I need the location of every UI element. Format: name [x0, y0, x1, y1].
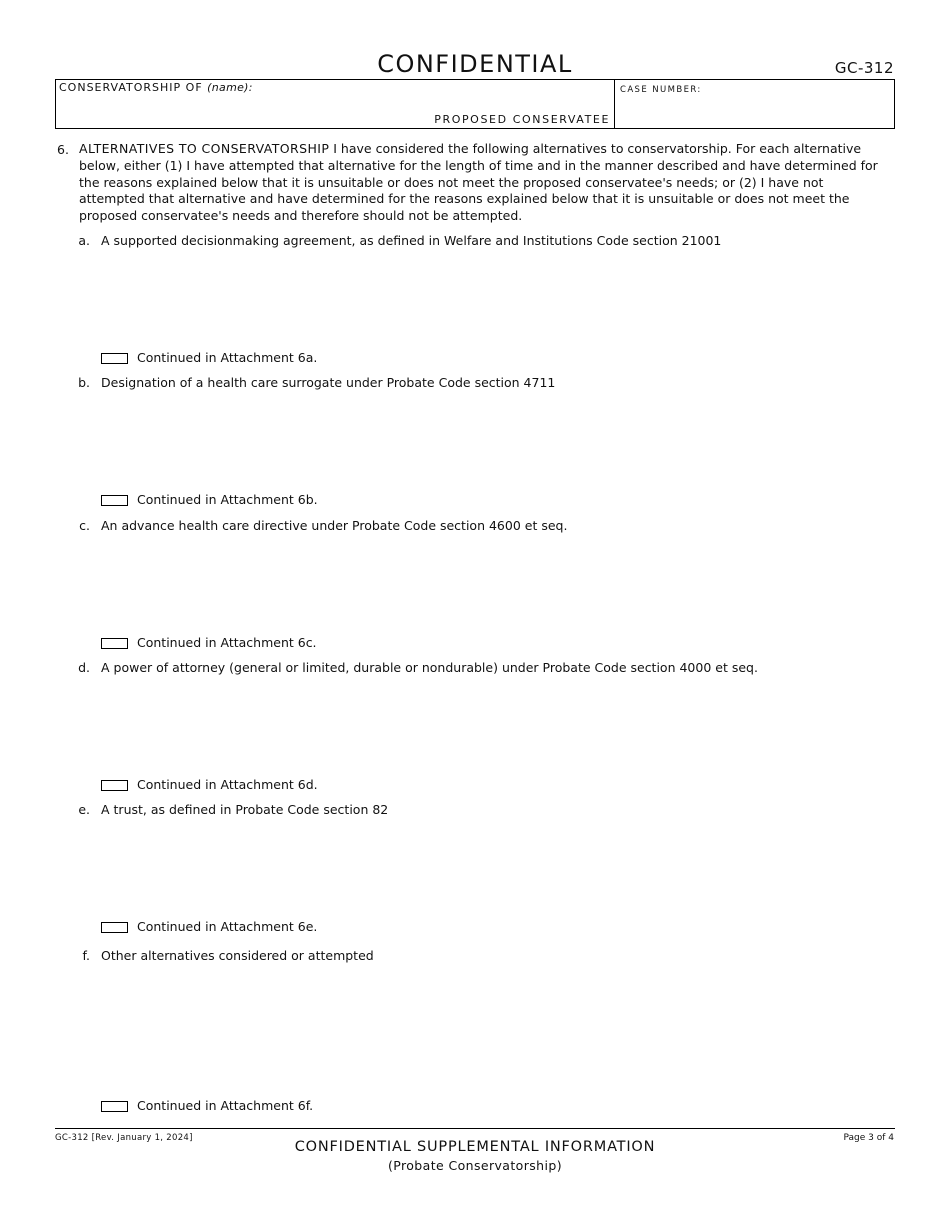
conservatorship-of-label	[59, 81, 253, 94]
subitem-letter: f.	[82, 948, 90, 963]
subitem-letter: e.	[78, 802, 90, 817]
checkbox-label: Continued in Attachment 6c.	[137, 635, 317, 650]
checkbox-attachment-6a[interactable]	[101, 353, 128, 364]
subitem-text: Designation of a health care surrogate under Probate Code section 4711	[101, 375, 556, 390]
proposed-conservatee-label: PROPOSED CONSERVATEE	[434, 113, 610, 126]
checkbox-label: Continued in Attachment 6b.	[137, 492, 318, 507]
footer-page-number: Page 3 of 4	[843, 1133, 894, 1143]
subitem-text: A trust, as defined in Probate Code section 82	[101, 802, 389, 817]
conservatorship-of-text: CONSERVATORSHIP OF	[59, 81, 203, 94]
footer-title: CONFIDENTIAL SUPPLEMENTAL INFORMATION	[294, 1139, 656, 1155]
case-number-label: CASE NUMBER:	[620, 85, 702, 95]
checkbox-label: Continued in Attachment 6f.	[137, 1098, 314, 1113]
checkbox-attachment-6f[interactable]	[101, 1101, 128, 1112]
subitem-text: Other alternatives considered or attempted	[101, 948, 374, 963]
item-number: 6.	[57, 142, 69, 157]
checkbox-attachment-6c[interactable]	[101, 638, 128, 649]
checkbox-attachment-6d[interactable]	[101, 780, 128, 791]
subitem-letter: d.	[78, 660, 90, 675]
subitem-letter: c.	[79, 518, 90, 533]
subitem-letter: b.	[78, 375, 90, 390]
checkbox-label: Continued in Attachment 6e.	[137, 919, 318, 934]
checkbox-attachment-6b[interactable]	[101, 495, 128, 506]
item6-heading: ALTERNATIVES TO CONSERVATORSHIP	[79, 141, 330, 156]
checkbox-attachment-6e[interactable]	[101, 922, 128, 933]
checkbox-label: Continued in Attachment 6a.	[137, 350, 318, 365]
item6-paragraph	[79, 141, 891, 225]
form-number: GC-312	[834, 59, 894, 77]
item6-text: I have considered the following alternatives to conservatorship. For each alternative below, either (1) I have attempted that alternative for the length of time and in the manner described and have determined for the reasons explained below that it is unsuitable or does not meet the proposed conservatee's needs; or (2) I have not attempted that alternative and have determined for the reasons explained below that it is unsuitable or does not meet the proposed conservatee's needs and therefore should not be attempted.	[79, 141, 878, 224]
footer-subtitle: (Probate Conservatorship)	[388, 1158, 562, 1173]
form-title: CONFIDENTIAL	[377, 50, 573, 78]
footer-revision: GC-312 [Rev. January 1, 2024]	[55, 1133, 193, 1143]
subitem-text: A supported decisionmaking agreement, as defined in Welfare and Institutions Code section 21001	[101, 233, 722, 248]
name-hint: (name):	[207, 81, 253, 94]
subitem-text: An advance health care directive under Probate Code section 4600 et seq.	[101, 518, 568, 533]
checkbox-label: Continued in Attachment 6d.	[137, 777, 318, 792]
footer-rule	[55, 1128, 895, 1129]
subitem-text: A power of attorney (general or limited, durable or nondurable) under Probate Code section 4000 et seq.	[101, 660, 758, 675]
caption-divider	[614, 79, 615, 129]
subitem-letter: a.	[78, 233, 90, 248]
